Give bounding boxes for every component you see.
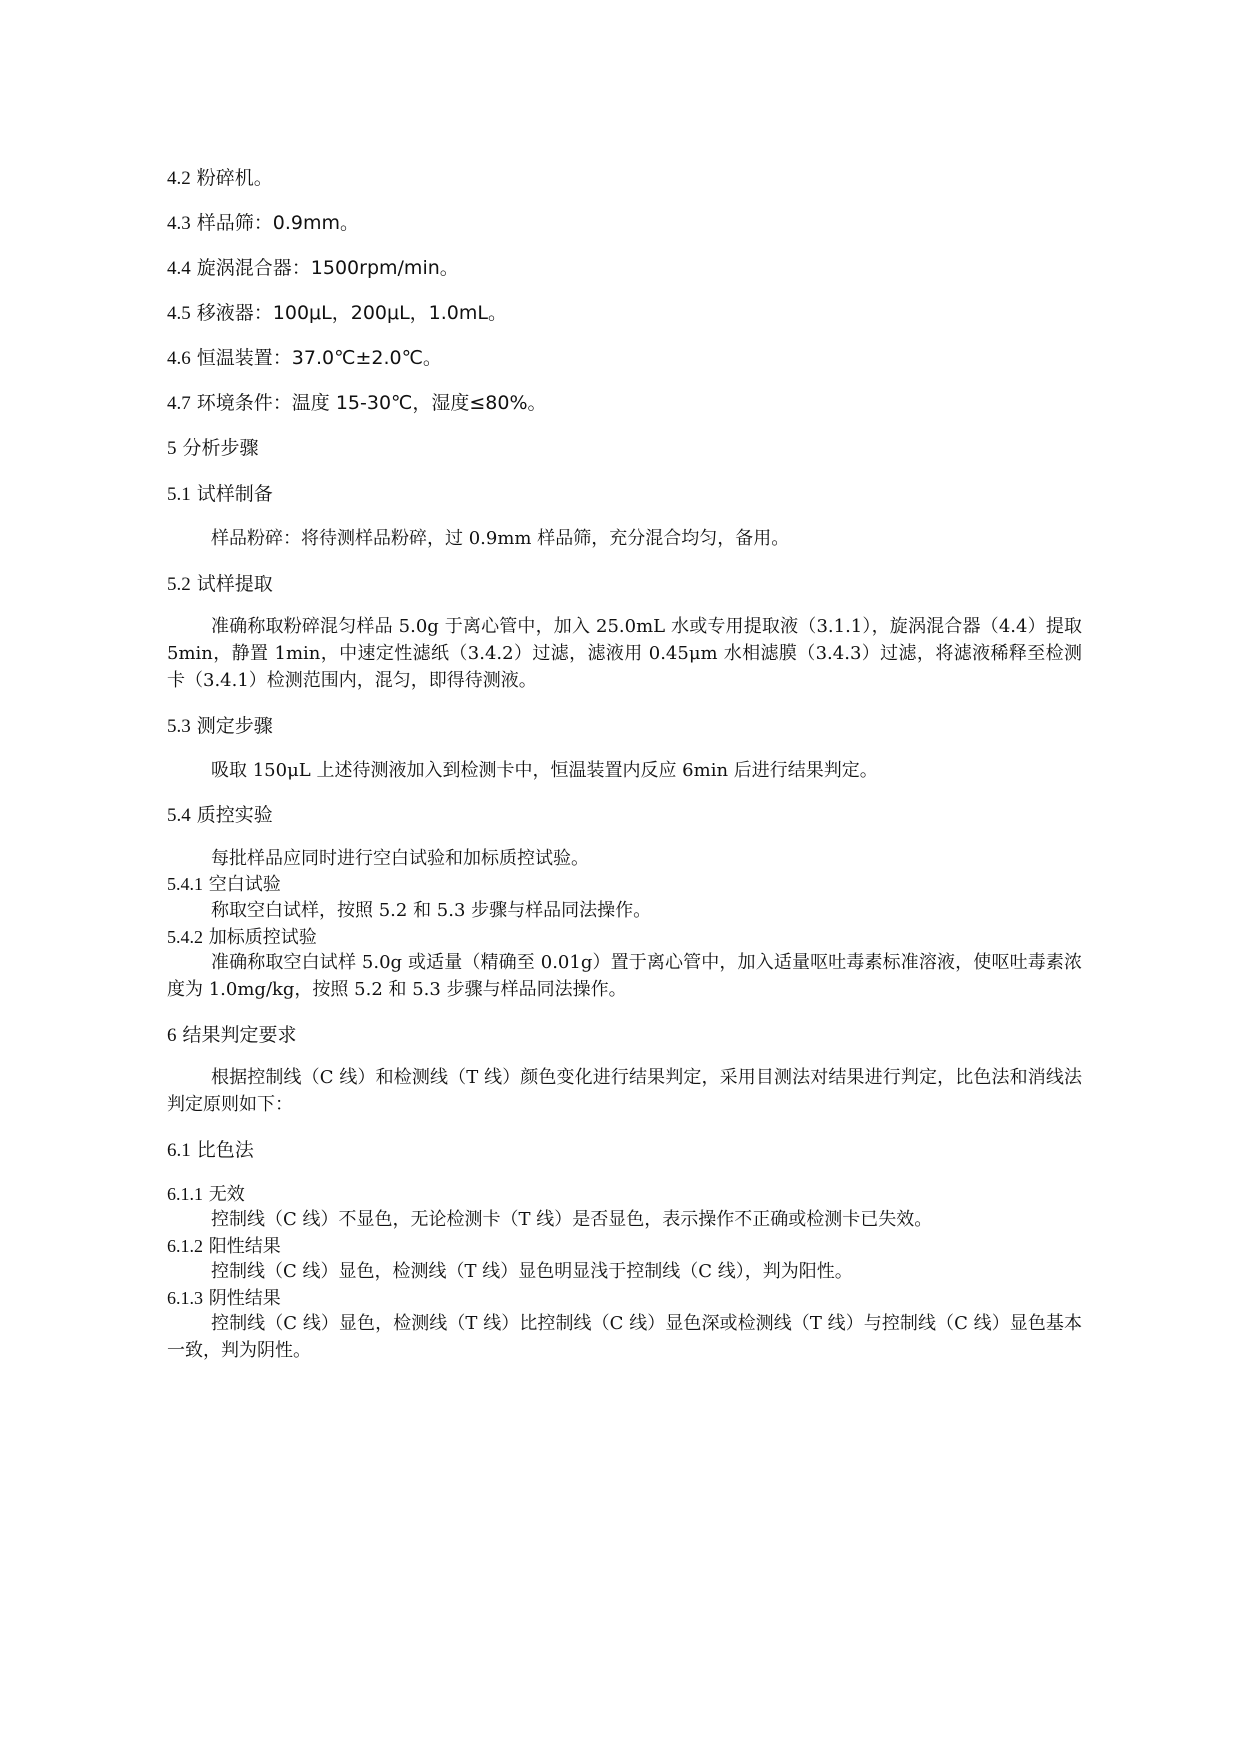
- section-title: 试样制备: [196, 483, 273, 505]
- section-title: 比色法: [196, 1139, 254, 1161]
- positive-result-paragraph: 控制线（C 线）显色，检测线（T 线）显色明显浅于控制线（C 线），判为阳性。: [211, 1261, 853, 1282]
- subsection-title: 空白试验: [208, 874, 281, 895]
- section-title: 样品筛：0.9mm。: [196, 212, 360, 234]
- subsection-5-4-2-heading: [167, 923, 1082, 952]
- blank-test-paragraph: 称取空白试样，按照 5.2 和 5.3 步骤与样品同法操作。: [211, 900, 652, 921]
- subsection-number: 5.4.1: [167, 874, 203, 894]
- subsection-title: 加标质控试验: [208, 927, 317, 948]
- section-number: 4.3: [167, 213, 191, 234]
- section-number: 4.2: [167, 168, 191, 189]
- negative-result-paragraph: 控制线（C 线）显色，检测线（T 线）比控制线（C 线）显色深或检测线（T 线）与控制线（C 线）显色基本一致，判为阴性。: [167, 1313, 1082, 1361]
- section-number: 4.4: [167, 258, 191, 279]
- sample-crushing-paragraph: 样品粉碎：将待测样品粉碎，过 0.9mm 样品筛，充分混合均匀，备用。: [211, 528, 790, 549]
- subsection-title: 无效: [208, 1184, 245, 1205]
- section-4-2-heading: [167, 164, 1082, 193]
- subsection-6-1-1-heading: [167, 1180, 1082, 1209]
- measurement-steps-paragraph: 吸取 150μL 上述待测液加入到检测卡中，恒温装置内反应 6min 后进行结果判定。: [211, 760, 878, 781]
- section-title: 试样提取: [196, 573, 273, 595]
- result-judgment-paragraph: 根据控制线（C 线）和检测线（T 线）颜色变化进行结果判定，采用目测法对结果进行判定，比色法和消线法判定原则如下：: [167, 1067, 1082, 1115]
- section-4-5-heading: [167, 299, 1082, 328]
- section-4-7-heading: [167, 389, 1082, 418]
- section-6-1-heading: [167, 1136, 1082, 1165]
- section-title: 恒温装置：37.0℃±2.0℃。: [196, 347, 442, 369]
- section-4-3-heading: [167, 209, 1082, 238]
- subsection-title: 阴性结果: [208, 1288, 281, 1309]
- section-number: 4.5: [167, 303, 191, 324]
- subsection-5-4-1-heading: [167, 870, 1082, 899]
- section-title: 移液器：100μL，200μL，1.0mL。: [196, 302, 507, 324]
- section-4-6-heading: [167, 344, 1082, 373]
- subsection-number: 6.1.1: [167, 1184, 203, 1204]
- section-5-4-heading: [167, 801, 1082, 830]
- spiked-control-paragraph: 准确称取空白试样 5.0g 或适量（精确至 0.01g）置于离心管中，加入适量呕吐毒素标准溶液，使呕吐毒素浓度为 1.0mg/kg，按照 5.2 和 5.3 步骤与样品同法操作。: [167, 952, 1082, 1000]
- sample-extraction-paragraph: 准确称取粉碎混匀样品 5.0g 于离心管中，加入 25.0mL 水或专用提取液（3.1.1），旋涡混合器（4.4）提取 5min，静置 1min，中速定性滤纸（3.4.2）过滤，滤液用 0.45μm 水相滤膜（3.4.3）过滤，将滤液稀释至检测卡（3.4.1）检测范围内，混匀，即得待测液。: [167, 616, 1082, 691]
- subsection-6-1-2-heading: [167, 1232, 1082, 1261]
- section-number: 4.6: [167, 348, 191, 369]
- section-title: 粉碎机。: [196, 167, 273, 189]
- section-5-1-heading: [167, 480, 1082, 509]
- section-number: 5.3: [167, 716, 191, 737]
- section-title: 环境条件：温度 15-30℃，湿度≤80%。: [196, 392, 547, 414]
- subsection-number: 5.4.2: [167, 927, 203, 947]
- subsection-number: 6.1.2: [167, 1236, 203, 1256]
- section-4-4-heading: [167, 254, 1082, 283]
- section-title: 分析步骤: [182, 437, 259, 459]
- section-number: 4.7: [167, 393, 191, 414]
- subsection-title: 阳性结果: [208, 1236, 281, 1257]
- section-6-heading: [167, 1021, 1082, 1050]
- section-title: 旋涡混合器：1500rpm/min。: [196, 257, 459, 279]
- section-title: 测定步骤: [196, 715, 273, 737]
- section-5-3-heading: [167, 712, 1082, 741]
- section-number: 6.1: [167, 1140, 191, 1161]
- section-title: 质控实验: [196, 804, 273, 826]
- invalid-result-paragraph: 控制线（C 线）不显色，无论检测卡（T 线）是否显色，表示操作不正确或检测卡已失效。: [211, 1209, 933, 1230]
- section-number: 5.1: [167, 484, 191, 505]
- section-number: 5.4: [167, 805, 191, 826]
- subsection-6-1-3-heading: [167, 1284, 1082, 1313]
- section-title: 结果判定要求: [182, 1024, 297, 1046]
- section-5-heading: [167, 434, 1082, 463]
- subsection-number: 6.1.3: [167, 1288, 203, 1308]
- section-number: 5.2: [167, 574, 191, 595]
- section-5-2-heading: [167, 570, 1082, 599]
- quality-control-intro-paragraph: 每批样品应同时进行空白试验和加标质控试验。: [211, 848, 589, 869]
- section-number: 5: [167, 438, 177, 459]
- section-number: 6: [167, 1025, 177, 1046]
